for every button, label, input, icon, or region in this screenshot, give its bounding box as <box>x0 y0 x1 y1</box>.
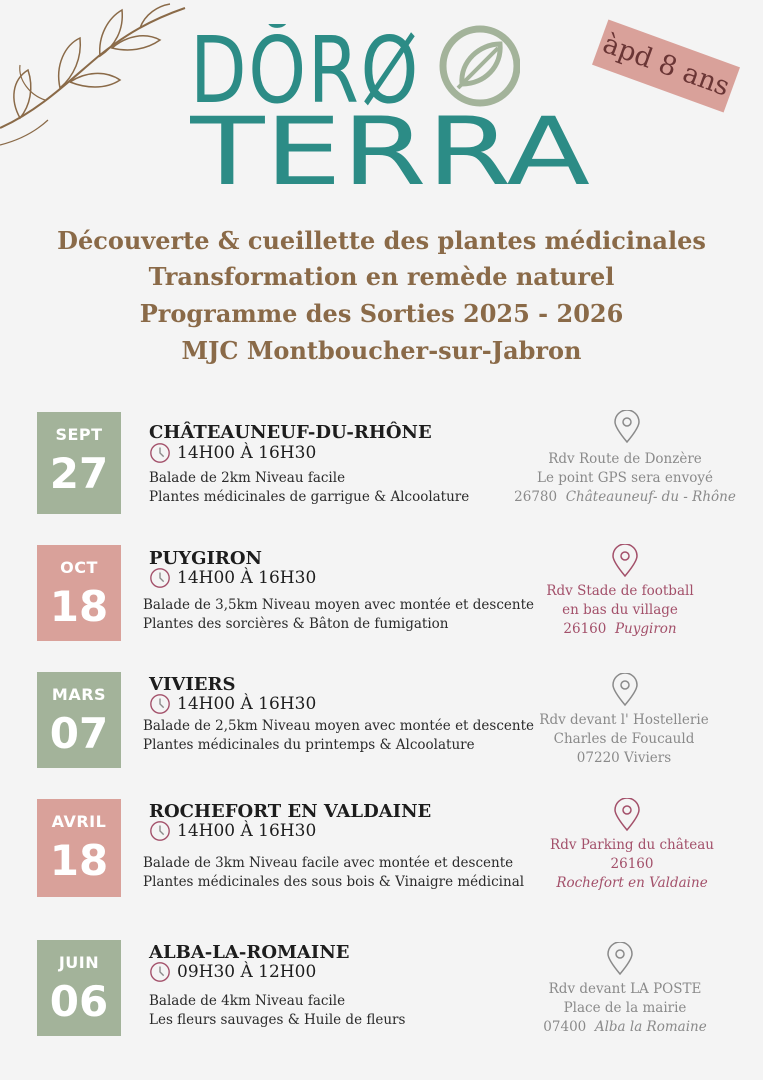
event-desc-line1: Balade de 3,5km Niveau moyen avec montée et descente <box>143 597 534 613</box>
location-pin-icon <box>605 942 635 976</box>
event-time <box>149 693 316 715</box>
city: Rochefort en Valdaine <box>556 875 708 891</box>
logo-text-doro: DŎRØ <box>190 24 478 109</box>
event-location <box>490 582 750 639</box>
event-desc-line1: Balade de 2,5km Niveau moyen avec montée et descente <box>143 718 534 734</box>
headline-2: Transformation en remède naturel <box>148 262 615 291</box>
date-day: 18 <box>49 836 109 885</box>
location-line1: Rdv Parking du château <box>550 837 714 853</box>
logo-terra <box>190 104 600 190</box>
event-location <box>502 836 762 893</box>
date-month: MARS <box>51 685 107 704</box>
leafy-branch-decoration <box>0 0 190 150</box>
clock-icon <box>149 442 171 464</box>
headline-1: Découverte & cueillette des plantes médicinales <box>57 226 706 255</box>
date-month: JUIN <box>58 953 100 972</box>
date-badge <box>37 545 121 641</box>
event-location <box>495 980 755 1037</box>
event-town: VIVIERS <box>149 674 236 695</box>
city: Alba la Romaine <box>594 1019 707 1035</box>
event-time-text: 09H30 À 12H00 <box>177 962 317 982</box>
postal-code: 26780 <box>514 489 558 505</box>
event-town: ROCHEFORT EN VALDAINE <box>149 801 432 822</box>
location-line3 <box>502 874 762 893</box>
location-line3 <box>490 620 750 639</box>
event-desc-line2: Plantes médicinales des sous bois & Vinaigre médicinal <box>143 874 525 890</box>
location-line2: Charles de Foucauld <box>553 731 695 747</box>
event-time-text: 14H00 À 16H30 <box>177 443 317 463</box>
location-pin-icon <box>612 798 642 832</box>
clock-icon <box>149 567 171 589</box>
event-town: PUYGIRON <box>149 548 262 569</box>
location-line2: en bas du village <box>562 602 678 618</box>
event-description <box>143 854 524 892</box>
date-badge <box>37 672 121 768</box>
date-day: 07 <box>49 709 109 758</box>
event-time <box>149 567 316 589</box>
logo-doro <box>190 24 520 109</box>
date-day: 18 <box>49 582 109 631</box>
location-pin-icon <box>610 544 640 578</box>
age-badge: àpd 8 ans <box>592 20 740 113</box>
event-desc-line1: Balade de 4km Niveau facile <box>149 993 346 1009</box>
event-time-text: 14H00 À 16H30 <box>177 694 317 714</box>
event-desc-line2: Les fleurs sauvages & Huile de fleurs <box>149 1012 406 1028</box>
location-line1: Rdv Stade de football <box>546 583 694 599</box>
leaf-o-icon <box>443 29 517 103</box>
event-time <box>149 961 316 983</box>
date-month: AVRIL <box>51 812 107 831</box>
event-time <box>149 820 316 842</box>
event-town: ALBA-LA-ROMAINE <box>149 942 350 963</box>
date-day: 27 <box>49 449 109 498</box>
event-description <box>143 596 534 634</box>
event-time-text: 14H00 À 16H30 <box>177 568 317 588</box>
headline-3: Programme des Sorties 2025 - 2026 <box>139 299 624 328</box>
event-desc-line1: Balade de 3km Niveau facile avec montée et descente <box>143 855 514 871</box>
location-line3 <box>495 488 755 507</box>
event-location <box>494 711 754 768</box>
clock-icon <box>149 820 171 842</box>
date-month: SEPT <box>55 425 103 444</box>
clock-icon <box>149 961 171 983</box>
event-desc-line2: Plantes médicinales de garrigue & Alcoolature <box>149 489 470 505</box>
location-pin-icon <box>610 673 640 707</box>
location-pin-icon <box>612 410 642 444</box>
event-location <box>495 450 755 507</box>
city: Puygiron <box>614 621 677 637</box>
date-badge <box>37 940 121 1036</box>
location-line3 <box>495 1018 755 1037</box>
event-town: CHÂTEAUNEUF-DU-RHÔNE <box>149 422 432 443</box>
date-day: 06 <box>49 977 109 1026</box>
location-line1: Rdv Route de Donzère <box>548 451 702 467</box>
event-description <box>149 469 469 507</box>
event-description <box>143 717 534 755</box>
event-description <box>149 992 405 1030</box>
date-month: OCT <box>60 558 98 577</box>
location-line3: 07220 Viviers <box>576 750 672 766</box>
location-line2: 26160 <box>610 856 654 872</box>
event-time-text: 14H00 À 16H30 <box>177 821 317 841</box>
postal-code: 07400 <box>543 1019 587 1035</box>
logo-text-terra: TERRA <box>190 104 590 190</box>
date-badge <box>37 799 121 897</box>
event-time <box>149 442 316 464</box>
location-line1: Rdv devant LA POSTE <box>548 981 702 997</box>
postal-code: 26160 <box>563 621 607 637</box>
location-line1: Rdv devant l' Hostellerie <box>539 712 709 728</box>
headline-4: MJC Montboucher-sur-Jabron <box>181 336 582 365</box>
event-desc-line1: Balade de 2km Niveau facile <box>149 470 346 486</box>
event-desc-line2: Plantes des sorcières & Bâton de fumigation <box>143 616 449 632</box>
event-desc-line2: Plantes médicinales du printemps & Alcoolature <box>143 737 475 753</box>
location-line2: Place de la mairie <box>563 1000 687 1016</box>
date-badge <box>37 412 121 514</box>
clock-icon <box>149 693 171 715</box>
location-line2: Le point GPS sera envoyé <box>537 470 713 486</box>
city: Châteauneuf- du - Rhône <box>565 489 736 505</box>
